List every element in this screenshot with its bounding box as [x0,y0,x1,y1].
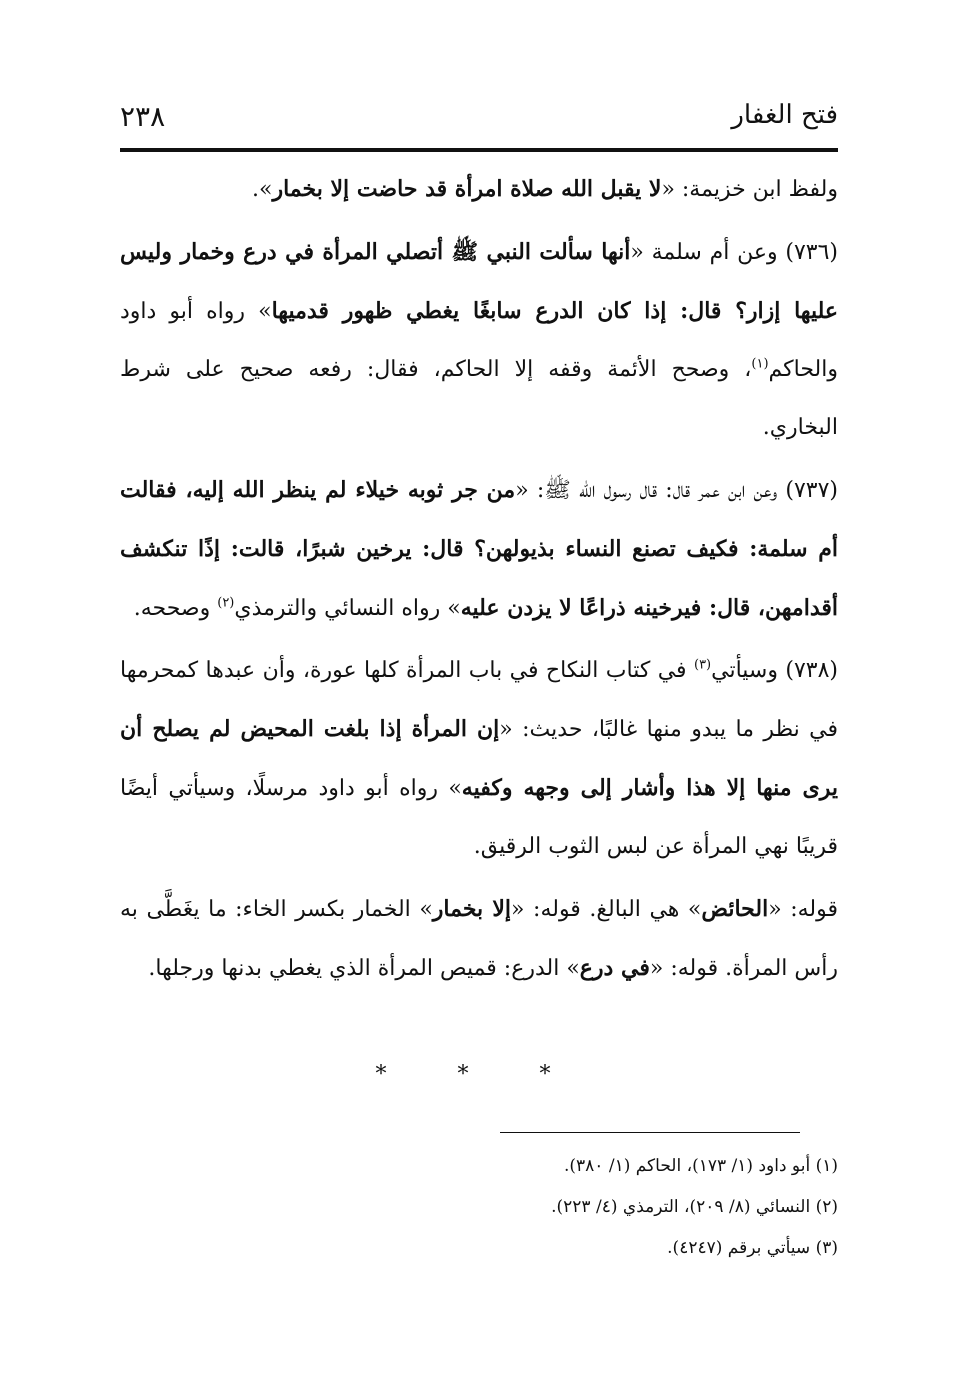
text-run: وصححه. [133,596,218,621]
book-title: فتح الغفار [731,100,838,130]
paragraph-ibn-khuzaymah [120,160,838,219]
text-run: » الدرع: قميص المرأة الذي يغطي بدنها ورجلها. [148,956,580,981]
hadith-text: إن المرأة إذا بلغت المحيض لم يصلح أن يرى منها إلا هذا وأشار إلى وجهه وكفيه [120,716,838,801]
text-run: قوله: « [768,897,838,922]
footnote-2: (٢) النسائي (٨/ ٢٠٩)، الترمذي (٤/ ٢٢٣). [551,1197,838,1217]
term: في درع [579,955,650,981]
hadith-text: من جر ثوبه خيلاء لم ينظر الله إليه، فقالت أم سلمة: فكيف تصنع النساء بذيولهن؟ قال: يرخين شبرًا، قالت: إذًا تنكشف أقدامهن، قال: فيرخينه ذراعًا لا يزدن عليه [120,477,838,621]
footnote-ref: (١) [751,356,769,372]
hadith-text: لا يقبل الله صلاة امرأة قد حاضت إلا بخمار [272,176,662,202]
text-run: (٧٣٧) وعن ابن عمر قال: قال رسول الله ﷺ: « [515,478,838,503]
footnote-3: (٣) سيأتي برقم (٤٢٤٧). [667,1238,838,1258]
text-run: ». [252,177,273,202]
page-body [120,160,838,998]
footnote-ref: (٢) [217,595,235,611]
page-header [120,96,838,152]
hadith-736 [120,223,838,457]
text-run: ولفظ ابن خزيمة: « [661,177,838,202]
page-number: ٢٣٨ [120,100,166,133]
text-run: » الخمار بكسر الخاء: ما يغَطَّى به رأس المرأة. قوله: « [120,897,838,981]
text-run: » رواه أبو داود مرسلًا، وسيأتي أيضًا قريبًا نهي المرأة عن لبس الثوب الرقيق. [120,776,838,859]
hadith-737 [120,461,838,638]
footnotes [120,1146,838,1269]
text-run: (٧٣٨) وسيأتي [711,658,839,683]
section-separator: * * * [375,1062,583,1087]
text-run: » هي البالغ. قوله: « [511,897,702,922]
term: الحائض [701,896,769,922]
hadith-text: أنها سألت النبي ﷺ أتصلي المرأة في درع وخمار وليس عليها إزار؟ قال: إذا كان الدرع سابغًا يغطي ظهور قدميها [120,239,839,324]
footnote-divider [500,1132,800,1133]
hadith-738 [120,642,838,876]
text-run: في كتاب النكاح في باب المرأة كلها عورة، وأن عبدها كمحرمها في نظر ما يبدو منها غالبًا، حديث: « [120,658,838,742]
term: إلا بخمار [432,896,512,922]
text-run: ، وصحح الأئمة وقفه إلا الحاكم، فقال: رفعه صحيح على شرط البخاري. [120,357,838,440]
text-run: (٧٣٦) وعن أم سلمة « [630,240,839,265]
text-run: » رواه النسائي والترمذي [234,596,461,621]
footnote-1: (١) أبو داود (١/ ١٧٣)، الحاكم (١/ ٣٨٠). [563,1156,838,1176]
footnote-ref: (٣) [693,657,712,673]
commentary-paragraph [120,880,838,998]
text-run: » رواه أبو داود والحاكم [120,299,838,382]
